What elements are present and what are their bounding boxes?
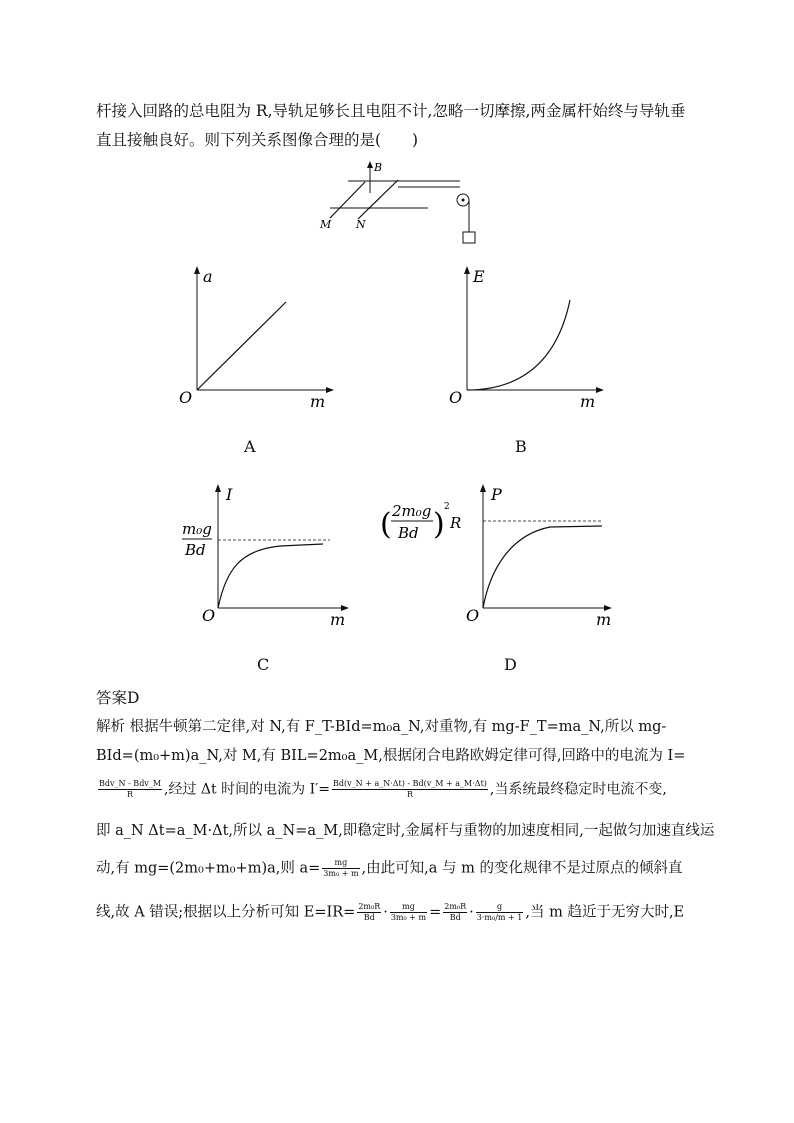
label-B: B bbox=[374, 161, 383, 174]
fraction-current: $\frac{\text{Bdv\_N - Bdv\_M}}{R}$ bbox=[99, 779, 162, 799]
ylabel-a: a bbox=[203, 267, 213, 286]
origin-O: O bbox=[466, 606, 480, 625]
solution-line-4: 即 a_N Δt=a_M·Δt,所以 a_N=a_M,即稳定时,金属杆与重物的加速度相同,一起做匀加速直线运 bbox=[96, 823, 715, 839]
rod-N bbox=[358, 180, 398, 219]
svg-text:): ) bbox=[433, 507, 445, 542]
solution-line-6: 线,故 A 错误;根据以上分析可知 E=IR= $\frac{\text{2m₀R}}{Bd}$ · $\frac{mg}{\text{3m₀ + m}}$ = $\frac{\text{2m₀R}}{Bd}$ · $\frac{g}{\text{3·m₀/m + 1}}$ ,当 m 趋近于无穷大时,E bbox=[96, 902, 685, 922]
graph-D bbox=[380, 480, 620, 630]
graph-C bbox=[180, 480, 360, 630]
solution-line-1 bbox=[96, 717, 666, 737]
asymptote-den-D: Bd bbox=[398, 524, 419, 542]
answer-label: 答案 bbox=[96, 689, 128, 707]
ylabel-P: P bbox=[491, 485, 502, 504]
solution-label: 解析 bbox=[96, 719, 125, 735]
solution-line-3: $\frac{\text{Bdv\_N - Bdv\_M}}{R}$ ,经过 Δt 时间的电流为 I′= $\frac{Bd(v\_N + a\_N\cdot\Delta t) - Bd(v\_M + a\_M\cdot\Delta t)}{R}$ ,当系统最终稳定时电流不变, bbox=[99, 779, 667, 799]
asymptote-exp-D: 2 bbox=[444, 502, 450, 512]
answer-value: D bbox=[127, 689, 140, 707]
fraction-accel: $\frac{mg}{\text{3m₀ + m}}$ bbox=[323, 858, 359, 878]
option-label-D: D bbox=[504, 655, 517, 674]
ylabel-I: I bbox=[226, 485, 233, 504]
label-M: M bbox=[320, 218, 332, 231]
origin-O: O bbox=[449, 388, 463, 407]
asymptote-den-C: Bd bbox=[185, 541, 206, 559]
curve-C bbox=[218, 544, 323, 608]
rod-M bbox=[330, 182, 365, 218]
weight-block bbox=[463, 232, 475, 243]
solution-line-2: BId=(m₀+m)a_N,对 M,有 BIL=2m₀a_M,根据闭合电路欧姆定律可得,回路中的电流为 I= bbox=[96, 748, 686, 764]
xlabel-m: m bbox=[310, 392, 326, 411]
option-label-B: B bbox=[515, 437, 527, 456]
asymptote-num-D: 2m₀g bbox=[392, 502, 432, 520]
curve-B bbox=[467, 300, 570, 390]
xlabel-m: m bbox=[596, 610, 612, 629]
curve-A bbox=[197, 302, 286, 390]
problem-line-2: 直且接触良好。则下列关系图像合理的是( ) bbox=[96, 131, 419, 149]
asymptote-num-C: m₀g bbox=[182, 520, 212, 538]
option-label-C: C bbox=[257, 655, 270, 674]
answer bbox=[96, 688, 139, 708]
problem-line-1: 杆接入回路的总电阻为 R,导轨足够长且电阻不计,忽略一切摩擦,两金属杆始终与导轨垂 bbox=[96, 102, 686, 120]
solution-text-1: 根据牛顿第二定律,对 N,有 F_T-BId=m₀a_N,对重物,有 mg-F_T=ma_N,所以 mg- bbox=[129, 719, 667, 735]
origin-O: O bbox=[179, 388, 193, 407]
origin-O: O bbox=[202, 606, 216, 625]
graph-B bbox=[440, 262, 610, 412]
ylabel-E: E bbox=[473, 267, 485, 286]
curve-D bbox=[483, 526, 602, 608]
label-N: N bbox=[356, 218, 366, 231]
asymptote-tail-D: R bbox=[450, 514, 462, 532]
solution-line-5: 动,有 mg=(2m₀+m₀+m)a,则 a= $\frac{mg}{\text{3m₀ + m}}$ ,由此可知,a 与 m 的变化规律不是过原点的倾斜直 bbox=[96, 858, 683, 878]
xlabel-m: m bbox=[580, 392, 596, 411]
apparatus-figure bbox=[310, 158, 490, 248]
option-label-A: A bbox=[244, 437, 256, 456]
svg-text:(: ( bbox=[380, 507, 392, 542]
graph-A bbox=[170, 262, 340, 412]
fraction-current-dt: $\frac{Bd(v\_N + a\_N\cdot\Delta t) - Bd(v\_M + a\_M\cdot\Delta t)}{R}$ bbox=[333, 779, 487, 799]
xlabel-m: m bbox=[330, 610, 346, 629]
